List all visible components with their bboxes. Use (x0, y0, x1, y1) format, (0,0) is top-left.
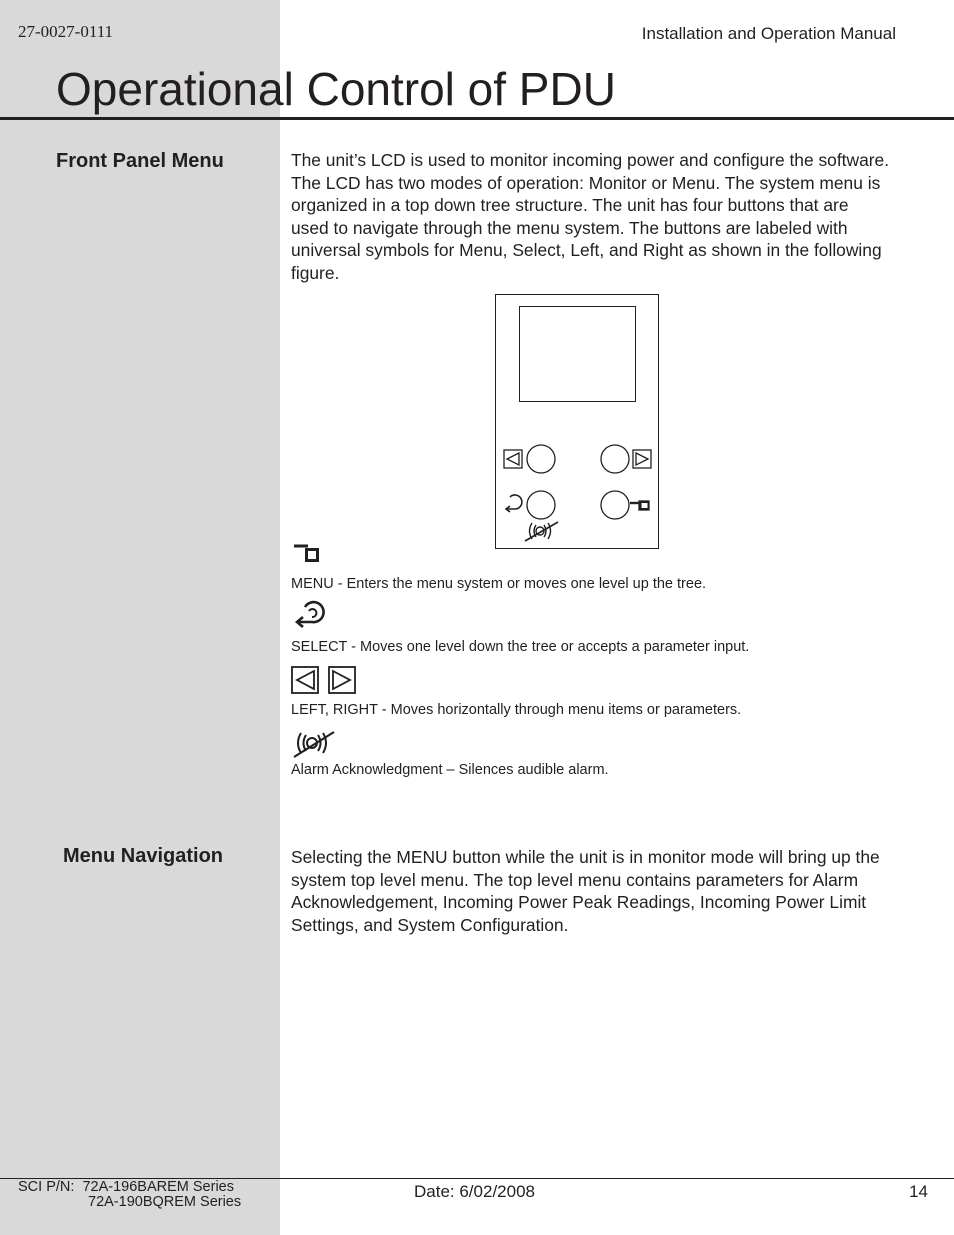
title-divider (0, 117, 954, 120)
footer-part-numbers (18, 1180, 241, 1210)
menu-navigation-paragraph: Selecting the MENU button while the unit is in monitor mode will bring up the system top level menu. The top level menu contains parameters for Alarm Acknowledgement, Incoming Power Peak Readings, Incoming Power Limit Settings, and System Configuration. (291, 847, 880, 935)
left-right-arrow-icons (291, 666, 359, 696)
manual-title: Installation and Operation Manual (641, 24, 896, 43)
sidebar-background (0, 0, 280, 1235)
section-heading-menu-navigation: Menu Navigation (63, 845, 224, 867)
select-button (506, 491, 555, 519)
button-layout-diagram (496, 295, 660, 550)
footer-date: Date: 6/02/2008 (414, 1182, 535, 1201)
pn-label: SCI P/N: (18, 1179, 75, 1195)
legend-menu-text: MENU - Enters the menu system or moves one level up the tree. (291, 576, 707, 592)
select-return-icon (292, 600, 328, 632)
legend-left-right-text: LEFT, RIGHT - Moves horizontally through menu items or parameters. (291, 702, 742, 718)
menu-hand-icon (292, 541, 322, 565)
right-button (601, 445, 651, 473)
pn-series-1: 72A-196BAREM Series (82, 1179, 234, 1195)
front-panel-paragraph: The unit’s LCD is used to monitor incoming power and configure the software. The LCD has two modes of operation: Monitor or Menu. The system menu is organized in a top down tree structure. The unit has four buttons that are used to navigate through the menu system. The buttons are labeled with universal symbols for Menu, Select, Left, and Right as shown in the following figure. (291, 150, 890, 283)
left-arrow-icon (292, 667, 318, 693)
legend-select-text: SELECT - Moves one level down the tree or accepts a parameter input. (291, 639, 750, 655)
document-number: 27-0027-0111 (18, 22, 114, 41)
alarm-silence-marker (525, 522, 558, 541)
page-number: 14 (909, 1182, 928, 1201)
pn-series-2: 72A-190BQREM Series (88, 1194, 242, 1210)
legend-alarm-text: Alarm Acknowledgment – Silences audible alarm. (291, 762, 609, 778)
right-arrow-icon (329, 667, 355, 693)
front-panel-figure (495, 294, 659, 549)
menu-button (601, 491, 649, 519)
page-title: Operational Control of PDU (56, 63, 616, 115)
left-button (504, 445, 555, 473)
alarm-silence-icon (292, 729, 338, 759)
section-heading-front-panel: Front Panel Menu (56, 150, 224, 172)
